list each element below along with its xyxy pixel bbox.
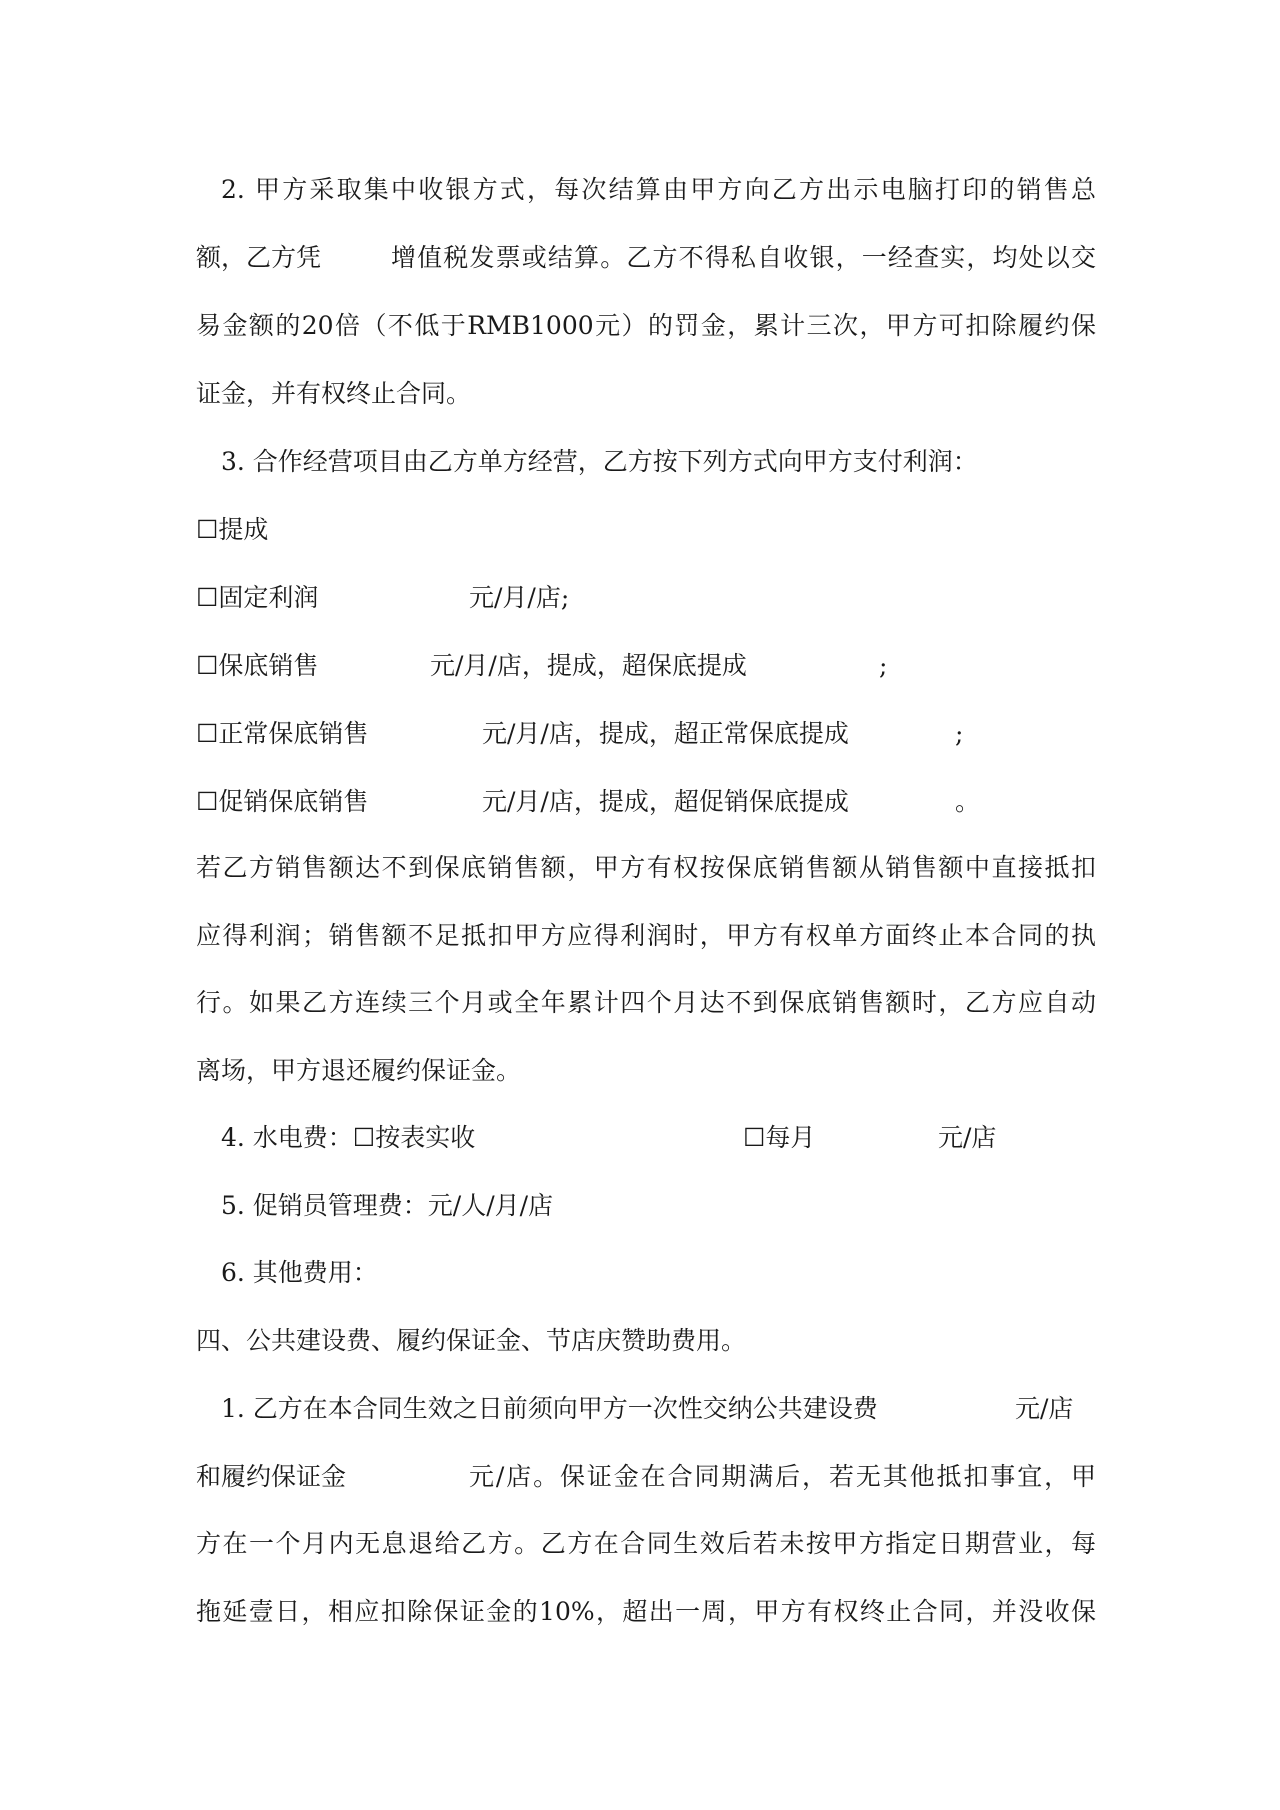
text-segment: 元/月/店，提成，超正常保底提成 [482, 719, 849, 748]
text-segment: ☐保底销售 [196, 651, 319, 680]
text-line [196, 238, 1096, 278]
text-segment: ☐正常保底销售 [196, 719, 369, 748]
text-segment: 元/月/店，提成，超保底提成 [430, 651, 747, 680]
text-segment: 1. 乙方在本合同生效之日前须向甲方一次性交纳公共建设费 [221, 1394, 878, 1423]
text-segment: ☐固定利润 [196, 583, 319, 612]
text-line: 离场，甲方退还履约保证金。 [196, 1056, 522, 1085]
text-line: 若乙方销售额达不到保底销售额，甲方有权按保底销售额从销售额中直接抵扣 [196, 853, 1096, 882]
text-segment: 增值税发票或结算。乙方不得私自收银，一经查实，均处以交 [391, 243, 1096, 272]
text-segment: ; [879, 651, 888, 680]
text-segment: 额，乙方凭 [196, 243, 322, 272]
checkbox-option-guaranteed-sales[interactable] [196, 646, 1096, 686]
text-line: 应得利润；销售额不足抵扣甲方应得利润时，甲方有权单方面终止本合同的执 [196, 921, 1096, 950]
section-heading: 四、公共建设费、履约保证金、节店庆赞助费用。 [196, 1326, 747, 1355]
checkbox-option-promo-guaranteed-sales[interactable] [196, 782, 1096, 822]
checkbox-option-metered[interactable]: 4. 水电费：☐按表实收 [221, 1123, 476, 1152]
text-segment: 元/店 [1015, 1394, 1074, 1423]
checkbox-option-commission[interactable]: ☐提成 [196, 515, 269, 544]
text-segment: 元/月/店; [469, 583, 570, 612]
text-line: 6. 其他费用： [221, 1258, 378, 1287]
text-line [221, 1389, 1096, 1429]
text-line: 5. 促销员管理费：元/人/月/店 [221, 1191, 554, 1220]
text-segment: 元/店 [938, 1123, 997, 1152]
text-line: 3. 合作经营项目由乙方单方经营，乙方按下列方式向甲方支付利润： [221, 447, 978, 476]
checkbox-option-fixed-profit[interactable] [196, 578, 1096, 618]
text-line: 拖延壹日，相应扣除保证金的10%，超出一周，甲方有权终止合同，并没收保 [196, 1597, 1096, 1626]
checkbox-option-normal-guaranteed-sales[interactable] [196, 714, 1096, 754]
text-segment: 元/店。保证金在合同期满后，若无其他抵扣事宜，甲 [469, 1462, 1096, 1491]
checkbox-option-monthly[interactable]: ☐每月 [743, 1123, 816, 1152]
text-segment: 。 [955, 787, 981, 816]
text-segment: 元/月/店，提成，超促销保底提成 [482, 787, 849, 816]
text-line: 易金额的20倍（不低于RMB1000元）的罚金，累计三次，甲方可扣除履约保 [196, 311, 1096, 340]
text-line: 行。如果乙方连续三个月或全年累计四个月达不到保底销售额时，乙方应自动 [196, 988, 1096, 1017]
text-line: 2. 甲方采取集中收银方式，每次结算由甲方向乙方出示电脑打印的销售总 [221, 175, 1096, 204]
text-line [196, 1457, 1096, 1497]
text-line [221, 1118, 1096, 1158]
text-segment: ; [955, 719, 964, 748]
text-line: 方在一个月内无息退给乙方。乙方在合同生效后若未按甲方指定日期营业，每 [196, 1529, 1096, 1558]
text-segment: 和履约保证金 [196, 1462, 347, 1491]
text-segment: ☐促销保底销售 [196, 787, 369, 816]
text-line: 证金，并有权终止合同。 [196, 379, 472, 408]
